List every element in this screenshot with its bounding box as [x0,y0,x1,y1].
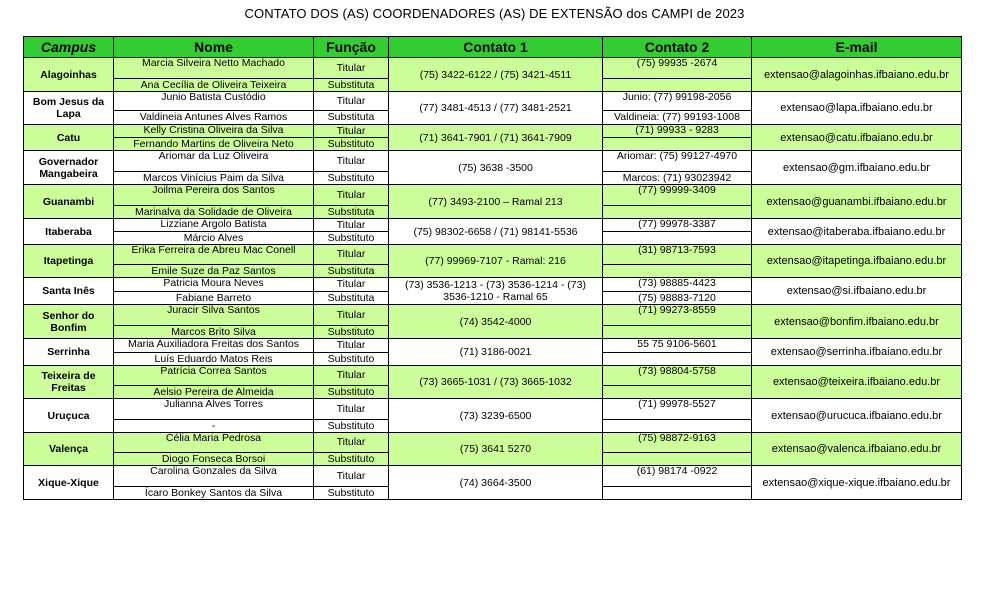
contato-2-secondary [603,232,752,245]
substituto-name: Márcio Alves [114,232,314,245]
substituto-name: Marcos Brito Silva [114,326,314,339]
titular-role: Titular [314,92,389,111]
campus-cell: Governador Mangabeira [24,151,114,185]
titular-name: Kelly Cristina Oliveira da Silva [114,125,314,138]
email-cell: extensao@alagoinhas.ifbaiano.edu.br [752,58,962,92]
titular-role: Titular [314,245,389,265]
header-email: E-mail [752,37,962,58]
email-cell: extensao@urucuca.ifbaiano.edu.br [752,399,962,433]
campus-cell: Guanambi [24,185,114,219]
campus-cell: Xique-Xique [24,466,114,500]
email-cell: extensao@serrinha.ifbaiano.edu.br [752,339,962,366]
contato-2-primary: (77) 99999-3409 [603,185,752,206]
substituto-role: Substituto [314,138,389,151]
titular-name: Erika Ferreira de Abreu Mac Conell [114,245,314,265]
contato-1: (71) 3186-0021 [389,339,603,366]
campus-cell: Bom Jesus da Lapa [24,92,114,125]
table-row [24,245,962,265]
contato-1: (75) 98302-6658 / (71) 98141-5536 [389,219,603,245]
substituto-name: Luís Eduardo Matos Reis [114,353,314,366]
titular-name: Ariomar da Luz Oliveira [114,151,314,172]
contato-2-primary: (77) 99978-3387 [603,219,752,232]
substituto-role: Substituto [314,453,389,466]
substituto-role: Substituto [314,326,389,339]
titular-role: Titular [314,151,389,172]
contato-2-secondary [603,386,752,399]
header-contato-2: Contato 2 [603,37,752,58]
campus-cell: Catu [24,125,114,151]
contato-2-secondary [603,265,752,278]
contato-2-secondary [603,487,752,500]
titular-name: Patricia Moura Neves [114,278,314,292]
campus-cell: Valença [24,433,114,466]
header-campus: Campus [24,37,114,58]
table-row [24,399,962,420]
table-row [24,125,962,138]
document-title: CONTATO DOS (AS) COORDENADORES (AS) DE EXTENSÃO dos CAMPI de 2023 [244,6,745,21]
email-cell: extensao@guanambi.ifbaiano.edu.br [752,185,962,219]
titular-role: Titular [314,58,389,79]
substituto-role: Substituto [314,487,389,500]
contato-2-primary: (61) 98174 -0922 [603,466,752,487]
email-cell: extensao@catu.ifbaiano.edu.br [752,125,962,151]
campus-cell: Serrinha [24,339,114,366]
header-row [24,37,962,58]
contato-2-secondary: Valdineia: (77) 99193-1008 [603,111,752,125]
contato-2-primary: (71) 99933 - 9283 [603,125,752,138]
contato-1: (74) 3542-4000 [389,305,603,339]
header-contato-1: Contato 1 [389,37,603,58]
substituto-role: Substituto [314,420,389,433]
contato-1: (74) 3664-3500 [389,466,603,500]
titular-name: Patrícia Correa Santos [114,366,314,386]
campus-cell: Alagoinhas [24,58,114,92]
table-row [24,466,962,487]
titular-role: Titular [314,305,389,326]
contato-1: (77) 99969-7107 - Ramal: 216 [389,245,603,278]
contato-2-secondary [603,79,752,92]
substituto-name: Aelsio Pereira de Almeida [114,386,314,399]
titular-role: Titular [314,399,389,420]
substituto-role: Substituta [314,206,389,219]
substituto-name: Fernando Martins de Oliveira Neto [114,138,314,151]
contato-1: (71) 3641-7901 / (71) 3641-7909 [389,125,603,151]
titular-name: Maria Auxiliadora Freitas dos Santos [114,339,314,353]
substituto-name: Marinalva da Solidade de Oliveira [114,206,314,219]
substituto-role: Substituta [314,111,389,125]
email-cell: extensao@itapetinga.ifbaiano.edu.br [752,245,962,278]
contato-2-secondary [603,453,752,466]
substituto-name: Ícaro Bonkey Santos da Silva [114,487,314,500]
contato-1: (75) 3638 -3500 [389,151,603,185]
contato-1: (77) 3493-2100 – Ramal 213 [389,185,603,219]
table-row [24,219,962,232]
campus-cell: Teixeira de Freitas [24,366,114,399]
titular-name: Julianna Alves Torres [114,399,314,420]
contato-2-primary: (73) 98885-4423 [603,278,752,292]
substituto-name: Diogo Fonseca Borsoi [114,453,314,466]
contato-1: (73) 3536-1213 - (73) 3536-1214 - (73) 3536-1210 - Ramal 65 [389,278,603,305]
titular-role: Titular [314,185,389,206]
header-funcao: Função [314,37,389,58]
titular-role: Titular [314,466,389,487]
titular-name: Marcia Silveira Netto Machado [114,58,314,79]
substituto-name: Fabiane Barreto [114,292,314,305]
substituto-name: Valdineia Antunes Alves Ramos [114,111,314,125]
contato-2-secondary [603,206,752,219]
substituto-role: Substituta [314,292,389,305]
header-nome: Nome [114,37,314,58]
contato-2-primary: Junio: (77) 99198-2056 [603,92,752,111]
table-row [24,92,962,111]
email-cell: extensao@teixeira.ifbaiano.edu.br [752,366,962,399]
table-row [24,185,962,206]
substituto-name: Emile Suze da Paz Santos [114,265,314,278]
contato-2-primary: (71) 99978-5527 [603,399,752,420]
contato-2-primary: 55 75 9106-5601 [603,339,752,353]
titular-role: Titular [314,278,389,292]
email-cell: extensao@itaberaba.ifbaiano.edu.br [752,219,962,245]
contato-1: (75) 3641 5270 [389,433,603,466]
campus-cell: Uruçuca [24,399,114,433]
campus-cell: Santa Inês [24,278,114,305]
titular-role: Titular [314,339,389,353]
contato-2-secondary: (75) 98883-7120 [603,292,752,305]
email-cell: extensao@si.ifbaiano.edu.br [752,278,962,305]
substituto-role: Substituta [314,79,389,92]
titular-name: Lizziane Argolo Batista [114,219,314,232]
substituto-role: Substituto [314,353,389,366]
table-row [24,433,962,453]
contato-1: (75) 3422-6122 / (75) 3421-4511 [389,58,603,92]
contato-2-primary: (71) 99273-8559 [603,305,752,326]
substituto-role: Substituto [314,172,389,185]
email-cell: extensao@gm.ifbaiano.edu.br [752,151,962,185]
substituto-role: Substituta [314,265,389,278]
titular-name: Célia Maria Pedrosa [114,433,314,453]
titular-name: Junio Batista Custódio [114,92,314,111]
table-row [24,305,962,326]
substituto-name: - [114,420,314,433]
contato-2-primary: (73) 98804-5758 [603,366,752,386]
table-row [24,278,962,292]
titular-name: Joilma Pereira dos Santos [114,185,314,206]
titular-name: Juracir Silva Santos [114,305,314,326]
substituto-name: Ana Cecília de Oliveira Teixeira [114,79,314,92]
campus-cell: Itaberaba [24,219,114,245]
contato-1: (73) 3239-6500 [389,399,603,433]
table-row [24,58,962,79]
titular-role: Titular [314,366,389,386]
contato-1: (73) 3665-1031 / (73) 3665-1032 [389,366,603,399]
substituto-role: Substituto [314,232,389,245]
table-row [24,366,962,386]
contato-2-secondary [603,420,752,433]
contato-2-secondary [603,353,752,366]
titular-role: Titular [314,219,389,232]
titular-role: Titular [314,125,389,138]
substituto-role: Substituto [314,386,389,399]
contato-1: (77) 3481-4513 / (77) 3481-2521 [389,92,603,125]
contato-2-primary: (75) 98872-9163 [603,433,752,453]
contato-2-primary: (31) 98713-7593 [603,245,752,265]
contato-2-secondary [603,138,752,151]
email-cell: extensao@valenca.ifbaiano.edu.br [752,433,962,466]
substituto-name: Marcos Vinícius Paim da Silva [114,172,314,185]
table-row [24,339,962,353]
contato-2-secondary: Marcos: (71) 93023942 [603,172,752,185]
email-cell: extensao@lapa.ifbaiano.edu.br [752,92,962,125]
email-cell: extensao@bonfim.ifbaiano.edu.br [752,305,962,339]
email-cell: extensao@xique-xique.ifbaiano.edu.br [752,466,962,500]
contato-2-primary: (75) 99935 -2674 [603,58,752,79]
titular-name: Carolina Gonzales da Silva [114,466,314,487]
table-row [24,151,962,172]
contato-2-primary: Ariomar: (75) 99127-4970 [603,151,752,172]
campus-cell: Itapetinga [24,245,114,278]
campus-cell: Senhor do Bonfim [24,305,114,339]
titular-role: Titular [314,433,389,453]
contato-2-secondary [603,326,752,339]
contacts-table [23,36,962,500]
